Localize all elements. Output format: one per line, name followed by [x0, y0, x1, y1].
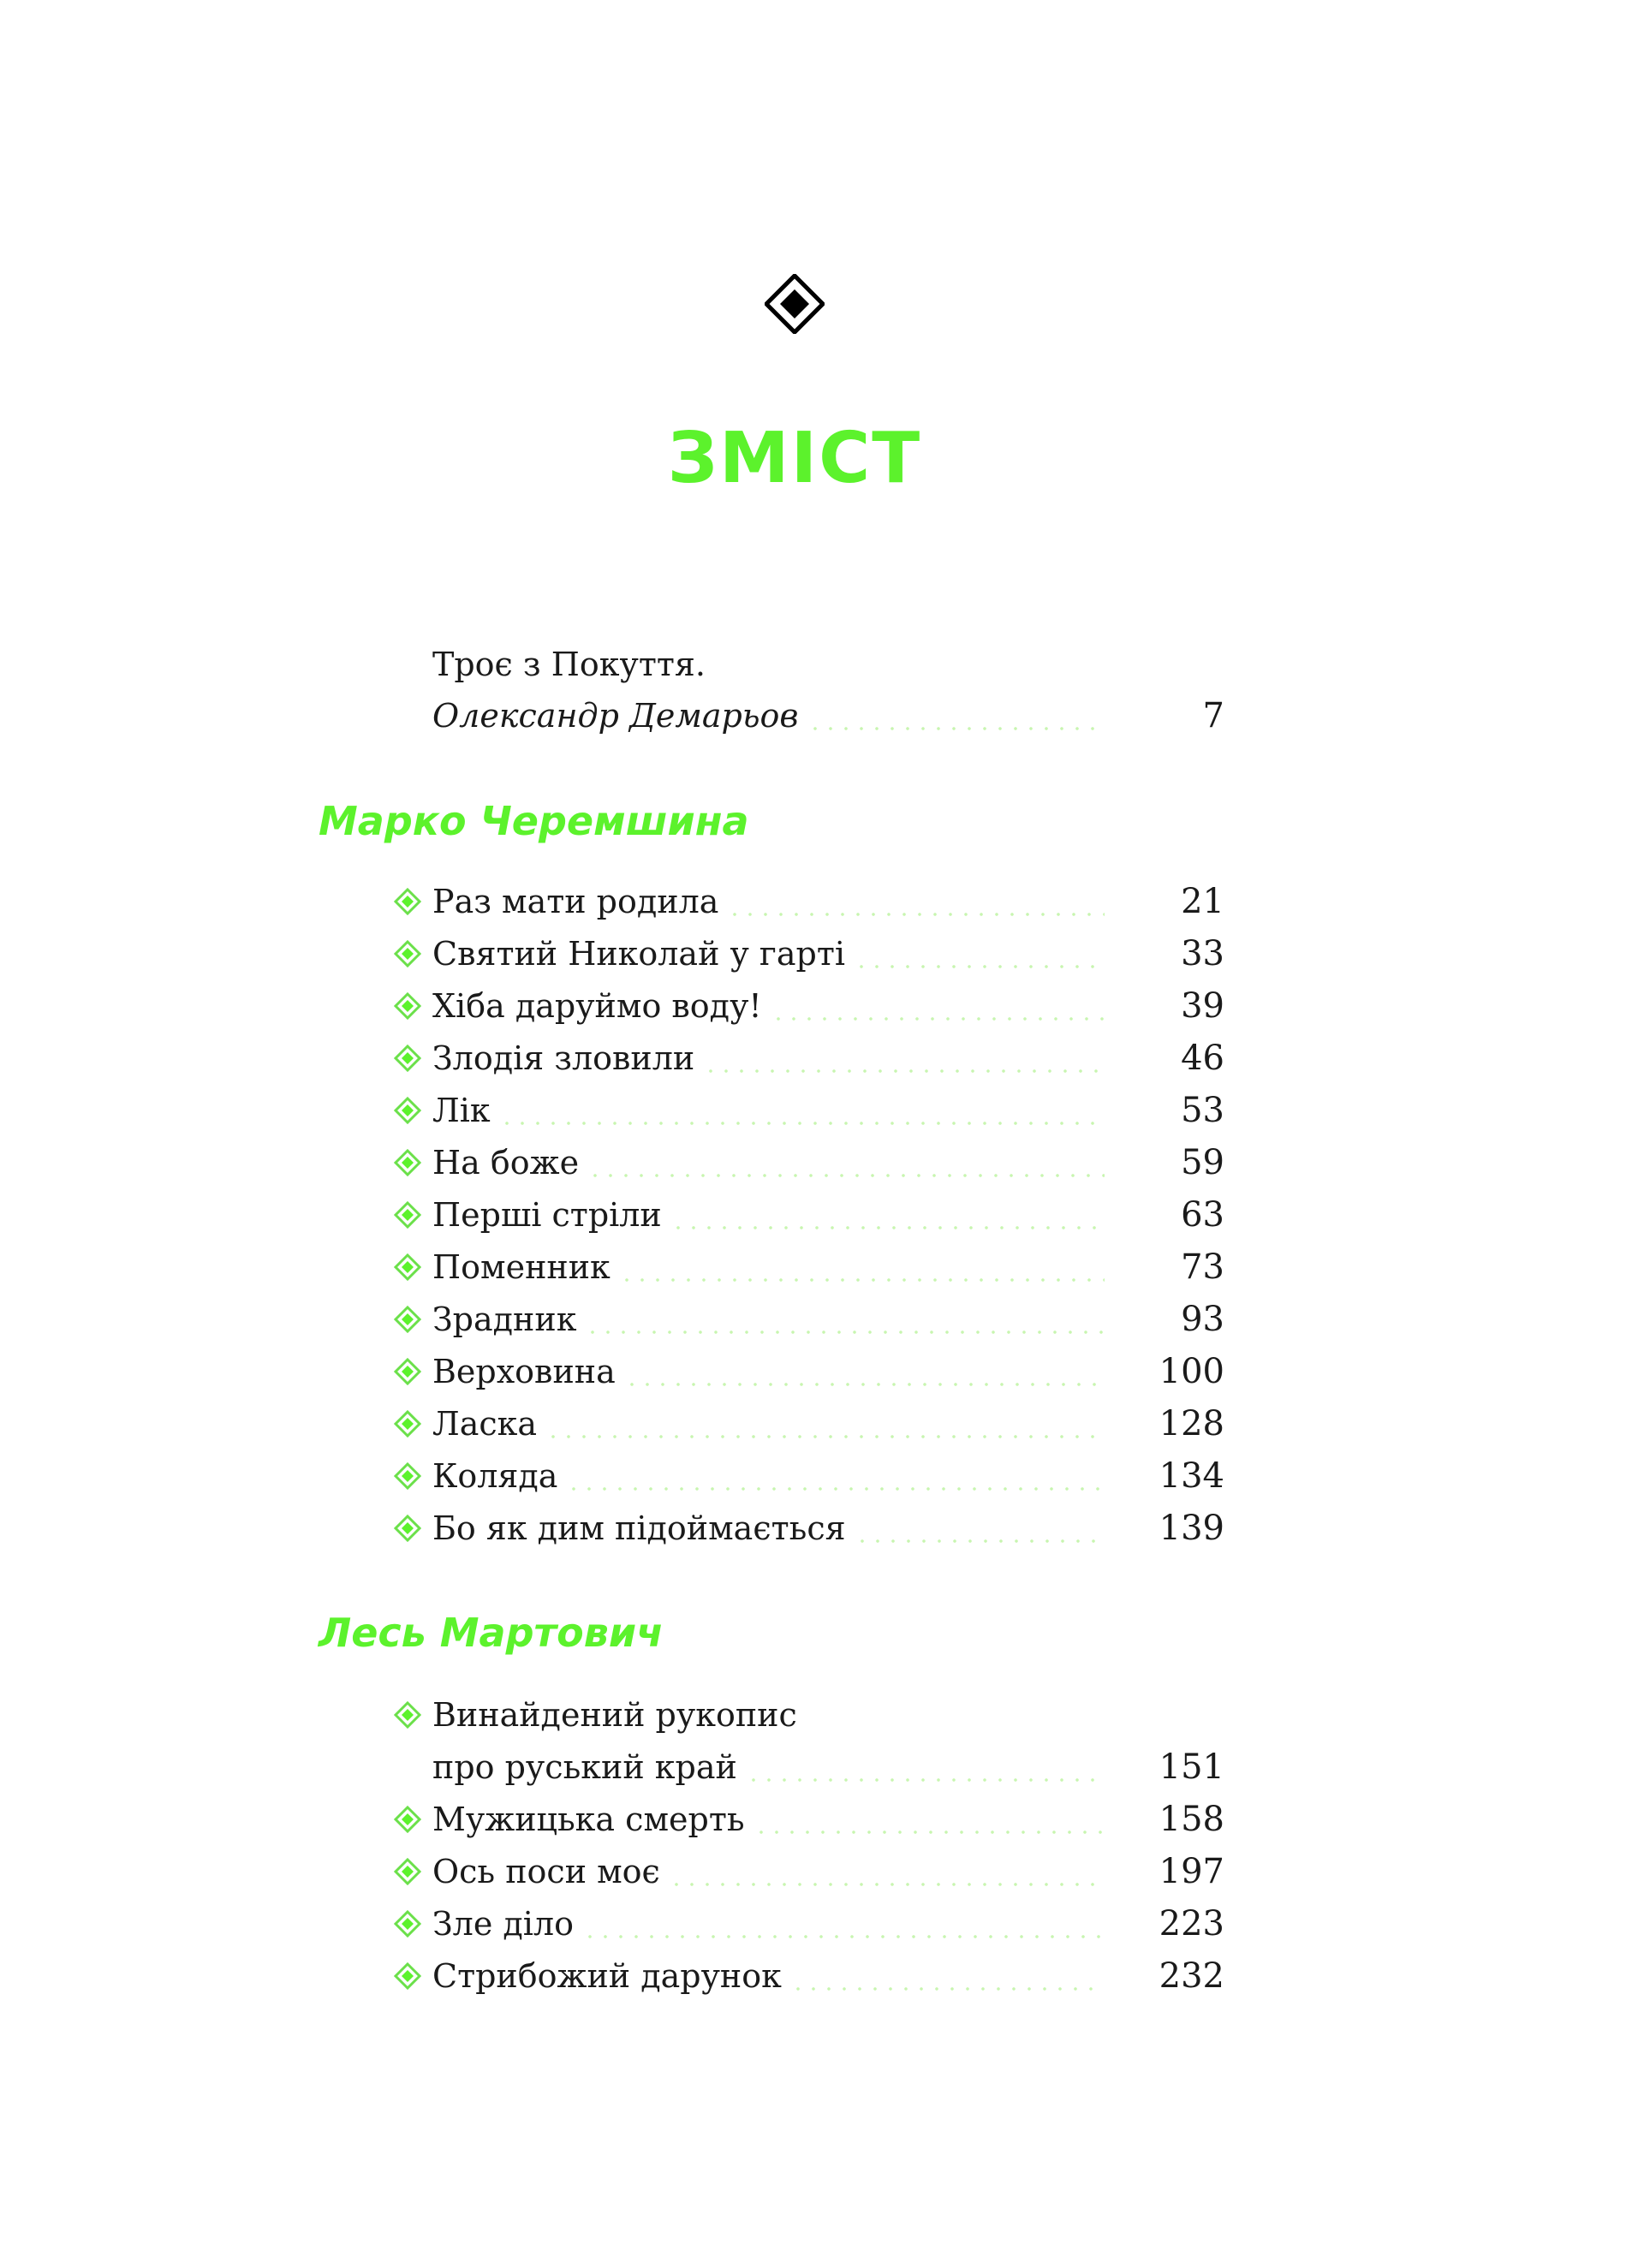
green-diamond-bullet-icon	[394, 992, 421, 1020]
green-diamond-bullet-icon	[394, 1962, 421, 1990]
page-number: 21	[1181, 882, 1224, 921]
page-number: 53	[1181, 1091, 1224, 1130]
page-number: 139	[1159, 1509, 1224, 1548]
green-diamond-bullet-icon	[394, 888, 421, 915]
page-number: 39	[1181, 986, 1224, 1026]
toc-entry[interactable]	[432, 1848, 1224, 1896]
green-diamond-bullet-icon	[394, 1149, 421, 1176]
page-number: 73	[1181, 1247, 1224, 1287]
page-number: 33	[1181, 934, 1224, 973]
dot-leader	[727, 911, 1105, 918]
dot-leader	[545, 1433, 1105, 1440]
page-number: 46	[1181, 1039, 1224, 1078]
dot-leader	[624, 1381, 1105, 1388]
entry-title-line2: про руський край	[432, 1748, 737, 1786]
page-number: 134	[1159, 1456, 1224, 1496]
page-number: 223	[1159, 1904, 1224, 1944]
dot-leader	[499, 1120, 1105, 1127]
green-diamond-bullet-icon	[394, 1806, 421, 1833]
toc-entry[interactable]	[432, 1452, 1224, 1500]
toc-intro-line2[interactable]	[432, 692, 1224, 740]
page-number: 158	[1159, 1800, 1224, 1839]
entry-title: Хіба даруймо воду!	[432, 987, 762, 1025]
toc-entry[interactable]	[432, 1952, 1224, 2000]
dot-leader	[619, 1277, 1105, 1283]
toc-entry[interactable]	[432, 1139, 1224, 1187]
page-number: 197	[1159, 1852, 1224, 1891]
dot-leader	[855, 1538, 1105, 1545]
toc-entry[interactable]	[432, 1691, 1224, 1739]
page-number: 232	[1159, 1956, 1224, 1996]
entry-title: Зрадник	[432, 1301, 577, 1338]
entry-title: Раз мати родила	[432, 883, 719, 920]
entry-title: Стрибожий дарунок	[432, 1957, 782, 1995]
dot-leader	[754, 1829, 1105, 1836]
green-diamond-bullet-icon	[394, 1410, 421, 1438]
toc-entry[interactable]	[432, 1034, 1224, 1082]
dot-leader	[670, 1224, 1105, 1231]
toc-entry[interactable]	[432, 930, 1224, 978]
dot-leader	[790, 1985, 1105, 1992]
entry-title: На боже	[432, 1144, 580, 1182]
page-number: 100	[1159, 1352, 1224, 1391]
dot-leader	[854, 963, 1105, 970]
toc-entry[interactable]	[432, 1295, 1224, 1343]
page-number: 128	[1159, 1404, 1224, 1444]
entry-title: Поменник	[432, 1248, 611, 1286]
entry-title: Ось поси моє	[432, 1853, 660, 1890]
green-diamond-bullet-icon	[394, 1045, 421, 1072]
green-diamond-bullet-icon	[394, 1858, 421, 1885]
page-title: ЗМІСТ	[667, 418, 922, 499]
dot-leader	[585, 1329, 1105, 1336]
entry-title: Винайдений рукопис	[432, 1696, 797, 1734]
diamond-ornament-icon	[765, 274, 825, 334]
green-diamond-bullet-icon	[394, 1462, 421, 1490]
entry-title: Злодія зловили	[432, 1039, 695, 1077]
section-heading-cheremshyna: Марко Черемшина	[319, 798, 749, 844]
toc-entry[interactable]	[432, 1191, 1224, 1239]
toc-entry[interactable]	[432, 1900, 1224, 1948]
page-number: 93	[1181, 1300, 1224, 1339]
entry-title: Святий Николай у гарті	[432, 935, 845, 973]
toc-intro-line1	[432, 640, 1224, 688]
green-diamond-bullet-icon	[394, 940, 421, 967]
dot-leader	[669, 1881, 1105, 1888]
dot-leader	[582, 1933, 1105, 1940]
green-diamond-bullet-icon	[394, 1515, 421, 1542]
entry-title: Бо як дим підоймається	[432, 1509, 846, 1547]
section-heading-martovych: Лесь Мартович	[319, 1610, 664, 1656]
green-diamond-bullet-icon	[394, 1306, 421, 1333]
entry-title: Лік	[432, 1092, 491, 1129]
dot-leader	[746, 1777, 1105, 1783]
green-diamond-bullet-icon	[394, 1097, 421, 1124]
dot-leader	[703, 1068, 1105, 1074]
dot-leader	[807, 725, 1105, 732]
page-number: 59	[1181, 1143, 1224, 1182]
toc-entry[interactable]	[432, 1348, 1224, 1396]
toc-entry[interactable]	[432, 1400, 1224, 1448]
green-diamond-bullet-icon	[394, 1253, 421, 1281]
toc-entry[interactable]	[432, 1086, 1224, 1134]
green-diamond-bullet-icon	[394, 1358, 421, 1385]
dot-leader	[771, 1015, 1105, 1022]
toc-entry[interactable]	[432, 1504, 1224, 1552]
toc-entry[interactable]	[432, 878, 1224, 926]
entry-title: Зле діло	[432, 1905, 574, 1943]
toc-entry[interactable]	[432, 1795, 1224, 1843]
toc-entry[interactable]	[432, 982, 1224, 1030]
entry-title: Коляда	[432, 1457, 558, 1495]
dot-leader	[566, 1485, 1105, 1492]
entry-title: Ласка	[432, 1405, 538, 1443]
toc-entry[interactable]	[432, 1243, 1224, 1291]
green-diamond-bullet-icon	[394, 1910, 421, 1938]
toc-entry-continuation[interactable]	[432, 1743, 1224, 1791]
intro-author: Олександр Демарьов	[432, 697, 799, 735]
green-diamond-bullet-icon	[394, 1201, 421, 1229]
entry-title: Верховина	[432, 1353, 616, 1390]
entry-title: Мужицька смерть	[432, 1801, 745, 1838]
page-number: 63	[1181, 1195, 1224, 1235]
page-number: 7	[1202, 696, 1224, 735]
green-diamond-bullet-icon	[394, 1701, 421, 1729]
entry-title: Перші стріли	[432, 1196, 662, 1234]
intro-title: Троє з Покуття.	[432, 646, 706, 683]
page-number: 151	[1159, 1747, 1224, 1787]
dot-leader	[587, 1172, 1105, 1179]
